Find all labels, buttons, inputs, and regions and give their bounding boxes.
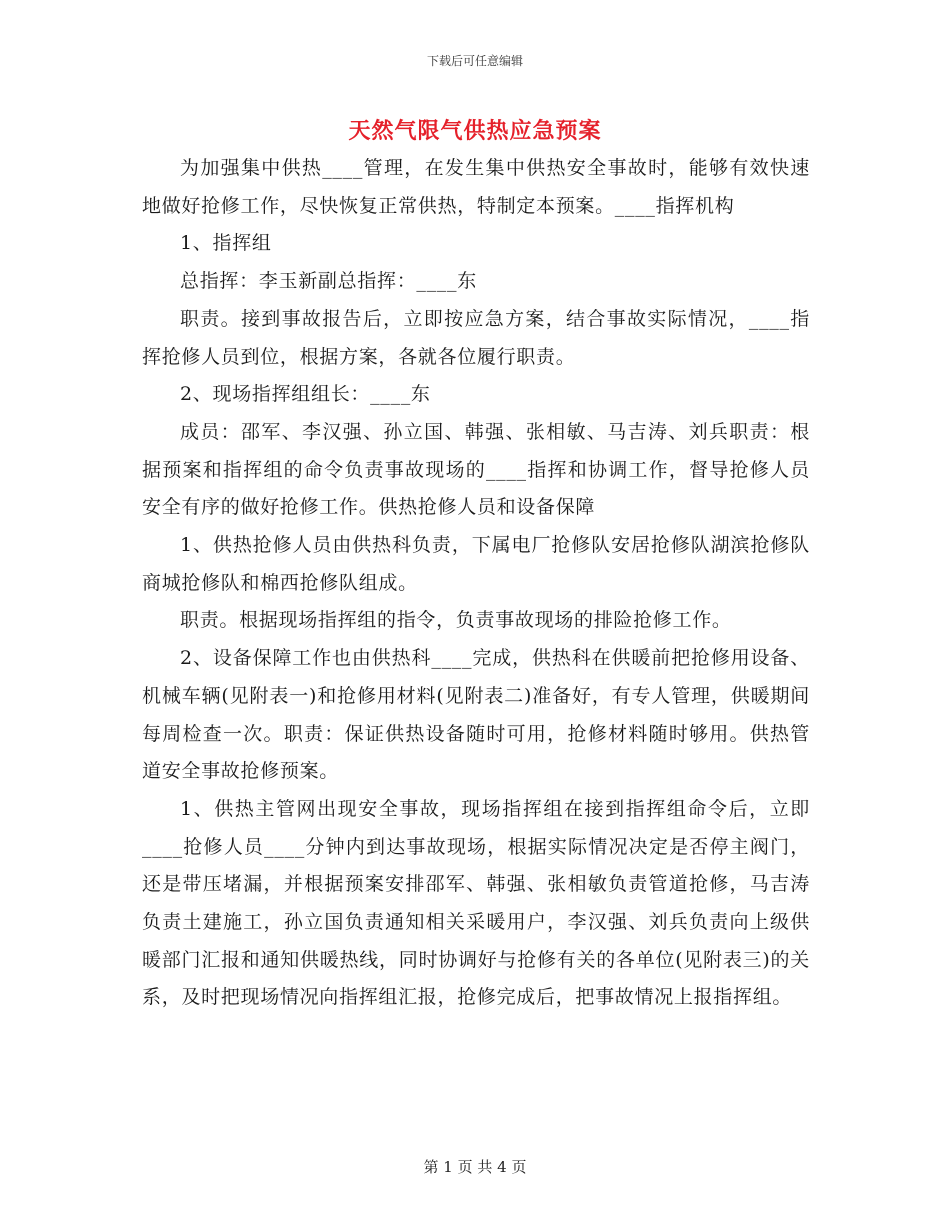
paragraph-commander: 总指挥：李玉新副总指挥：____东 (180, 270, 477, 293)
page-header: 下载后可任意编辑 (426, 54, 523, 68)
page-footer: 第 1 页 共 4 页 (423, 1158, 527, 1176)
paragraph-main-network: 1、供热主管网出现安全事故，现场指挥组在接到指挥组命令后，立即____抢修人员____分钟内到达事故现场，根据实际情况决定是否停主阀门，还是带压堵漏，并根据预案安排邵军、韩强、张相敏负责管道抢修，马吉涛负责土建施工，孙立国负责通知相关采暖用户，李汉强、刘兵负责向上级供暖部门汇报和通知供暖热线，同时协调好与抢修有关的各单位(见附表三)的关系，及时把现场情况向指挥组汇报，抢修完成后，把事故情况上报指挥组。 (142, 797, 810, 1009)
document-title: 天然气限气供热应急预案 (348, 118, 602, 144)
paragraph-command-duties: 职责。接到事故报告后，立即按应急方案，结合事故实际情况，____指挥抢修人员到位，根据方案，各就各位履行职责。 (142, 307, 810, 368)
paragraph-repair-duties: 职责。根据现场指挥组的指令，负责事故现场的排险抢修工作。 (180, 609, 732, 632)
paragraph-site-command: 2、现场指挥组组长：____东 (180, 383, 431, 406)
paragraph-equipment: 2、设备保障工作也由供热科____完成，供热科在供暖前把抢修用设备、机械车辆(见附表一)和抢修用材料(见附表二)准备好，有专人管理，供暖期间每周检查一次。职责：保证供热设备随时可用，抢修材料随时够用。供热管道安全事故抢修预案。 (142, 647, 810, 783)
paragraph-intro: 为加强集中供热____管理，在发生集中供热安全事故时，能够有效快速地做好抢修工作，尽快恢复正常供热，特制定本预案。____指挥机构 (142, 157, 810, 217)
paragraph-members: 成员：邵军、李汉强、孙立国、韩强、张相敏、马吉涛、刘兵职责：根据预案和指挥组的命令负责事故现场的____指挥和协调工作，督导抢修人员安全有序的做好抢修工作。供热抢修人员和设备保障 (142, 420, 810, 519)
document-body (142, 150, 810, 1017)
paragraph-repair-staff: 1、供热抢修人员由供热科负责，下属电厂抢修队安居抢修队湖滨抢修队商城抢修队和棉西抢修队组成。 (142, 534, 810, 594)
paragraph-command-group: 1、指挥组 (180, 232, 272, 255)
